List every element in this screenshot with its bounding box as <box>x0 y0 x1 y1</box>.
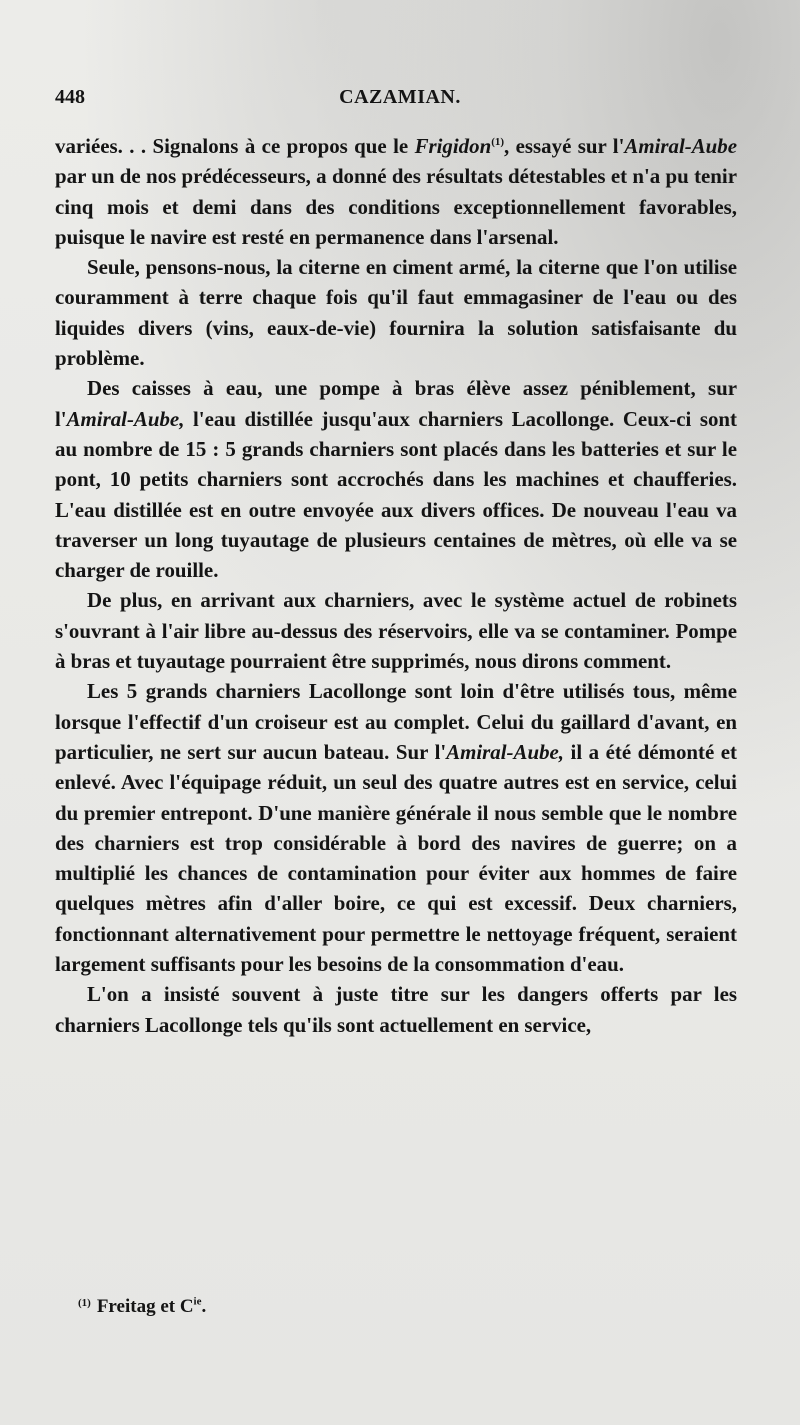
body-text <box>55 131 737 1040</box>
text-run: De plus, en arrivant aux charniers, avec le système actuel de robinets s'ouvrant à l'air libre au-dessus des réservoirs, elle va se contaminer. Pompe à bras et tuyautage pourraient être supprimés, nous dirons comment. <box>55 588 737 674</box>
page-number: 448 <box>55 86 85 108</box>
paragraph <box>55 585 737 676</box>
footnote <box>78 1296 206 1318</box>
footnote-text: Freitag et C <box>96 1296 194 1317</box>
text-run: , essayé sur l' <box>504 134 625 158</box>
text-run: Des caisses à eau, une pompe à bras élève assez péniblement, sur l' <box>55 376 737 431</box>
paragraph <box>55 131 737 252</box>
paragraph <box>55 373 737 585</box>
text-run: L'on a insisté souvent à juste titre sur les dangers offerts par les charniers Lacollonge tels qu'ils sont actuellement en service, <box>55 982 737 1037</box>
footnote-end: . <box>201 1296 207 1317</box>
footnote-reference[interactable]: (1) <box>491 136 505 149</box>
footnote-superscript: ie <box>193 1295 202 1308</box>
text-run: variées. . . Signalons à ce propos que le <box>55 134 415 158</box>
text-run: Les 5 grands charniers Lacollonge sont loin d'être utilisés tous, même lorsque l'effectif d'un croiseur est au complet. Celui du gaillard d'avant, en particulier, ne sert sur aucun bateau. Sur l' <box>55 679 737 764</box>
paragraph <box>55 676 737 979</box>
text-run: Seule, pensons-nous, la citerne en ciment armé, la citerne que l'on utilise couramment à terre chaque fois qu'il faut emmagasiner de l'eau ou des liquides divers (vins, eaux-de-vie) fournira la solution satisfaisante du problème. <box>55 255 737 371</box>
footnote-mark: (1) <box>78 1297 91 1309</box>
italic-term: Amiral-Aube, <box>66 406 185 431</box>
paragraph <box>55 979 737 1040</box>
italic-term: Amiral-Aube <box>624 134 737 158</box>
italic-term: Amiral-Aube, <box>446 739 565 764</box>
text-run: par un de nos prédécesseurs, a donné des résultats détestables et n'a pu tenir cinq mois et demi dans des conditions exceptionnellement favorables, puisque le navire est resté en permanence dans l'arsenal. <box>55 164 737 249</box>
italic-term: Frigidon <box>414 134 492 158</box>
running-head: CAZAMIAN. <box>339 86 461 108</box>
text-run: l'eau distillée jusqu'aux charniers Lacollonge. Ceux-ci sont au nombre de 15 : 5 grands charniers sont placés dans les batteries et sur le pont, 10 petits charniers sont accrochés dans les machines et chaufferies. L'eau distillée est en outre envoyée aux divers offices. De nouveau l'eau va traverser un long tuyautage de plusieurs centaines de mètres, où elle va se charger de rouille. <box>55 406 737 583</box>
paragraph <box>55 252 737 373</box>
text-run: il a été démonté et enlevé. Avec l'équipage réduit, un seul des quatre autres est en service, celui du premier entrepont. D'une manière générale il nous semble que le nombre des charniers est trop considérable à bord des navires de guerre; on a multiplié les chances de contamination pour éviter aux hommes de faire quelques mètres afin d'aller boire, ce qui est excessif. Deux charniers, fonctionnant alternativement pour permettre le nettoyage fréquent, seraient largement suffisants pour les besoins de la consommation d'eau. <box>55 739 738 977</box>
page-header <box>55 86 745 116</box>
